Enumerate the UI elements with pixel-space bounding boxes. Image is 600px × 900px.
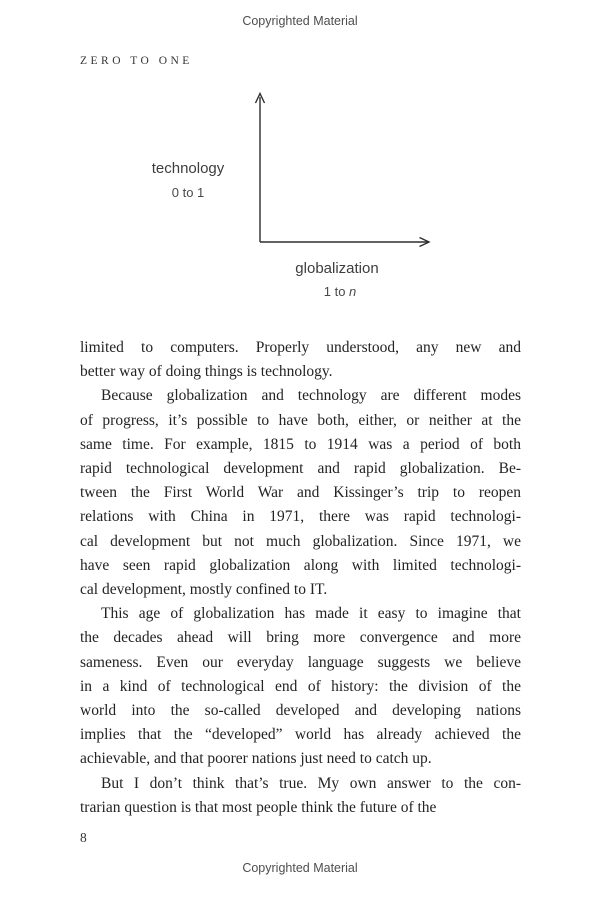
text-line: This age of globalization has made it easy to imagine that bbox=[101, 605, 521, 623]
body-text bbox=[80, 336, 521, 820]
copyright-notice-top: Copyrighted Material bbox=[242, 14, 358, 28]
text-line: in a kind of technological end of history: the division of the bbox=[80, 677, 521, 695]
running-header: ZERO TO ONE bbox=[80, 55, 193, 67]
text-line: trarian question is that most people think the future of the bbox=[80, 798, 437, 816]
text-line: sameness. Even our everyday language suggests we believe bbox=[80, 653, 521, 671]
text-line: rapid technological development and rapid globalization. Be- bbox=[80, 460, 521, 478]
text-line: same time. For example, 1815 to 1914 was a period of both bbox=[80, 435, 521, 453]
text-line: cal development but not much globalization. Since 1971, we bbox=[80, 532, 521, 550]
x-axis-sublabel-variable: n bbox=[349, 284, 357, 299]
text-line: of progress, it’s possible to have both, either, or neither at the bbox=[80, 411, 521, 429]
text-line: world into the so-called developed and developing nations bbox=[80, 702, 521, 720]
text-line: tween the First World War and Kissinger’s trip to reopen bbox=[80, 484, 521, 502]
text-line: cal development, mostly confined to IT. bbox=[80, 581, 328, 599]
text-line: have seen rapid globalization along with limited technologi- bbox=[80, 556, 521, 574]
paragraph bbox=[80, 772, 521, 820]
text-line: implies that the “developed” world has already achieved the bbox=[80, 726, 521, 744]
text-line: relations with China in 1971, there was rapid technologi- bbox=[80, 508, 521, 526]
text-line: better way of doing things is technology. bbox=[80, 363, 333, 381]
y-axis-label: technology bbox=[151, 160, 225, 177]
copyright-notice-bottom: Copyrighted Material bbox=[242, 861, 358, 875]
paragraph bbox=[80, 384, 521, 602]
x-axis-sublabel bbox=[270, 284, 410, 299]
paragraph bbox=[80, 602, 521, 771]
page-number: 8 bbox=[80, 830, 87, 845]
text-line: limited to computers. Properly understood, any new and bbox=[80, 339, 521, 356]
text-line: the decades ahead will bring more convergence and more bbox=[80, 629, 521, 647]
paragraph bbox=[80, 336, 521, 384]
x-axis-label: globalization bbox=[295, 260, 379, 277]
text-line: Because globalization and technology are different modes bbox=[101, 387, 521, 405]
axes-diagram bbox=[252, 90, 438, 252]
x-axis-sublabel-prefix: 1 to bbox=[323, 284, 350, 299]
text-line: achievable, and that poorer nations just need to catch up. bbox=[80, 750, 432, 768]
y-axis-sublabel: 0 to 1 bbox=[171, 185, 205, 200]
text-line: But I don’t think that’s true. My own answer to the con- bbox=[101, 774, 521, 792]
